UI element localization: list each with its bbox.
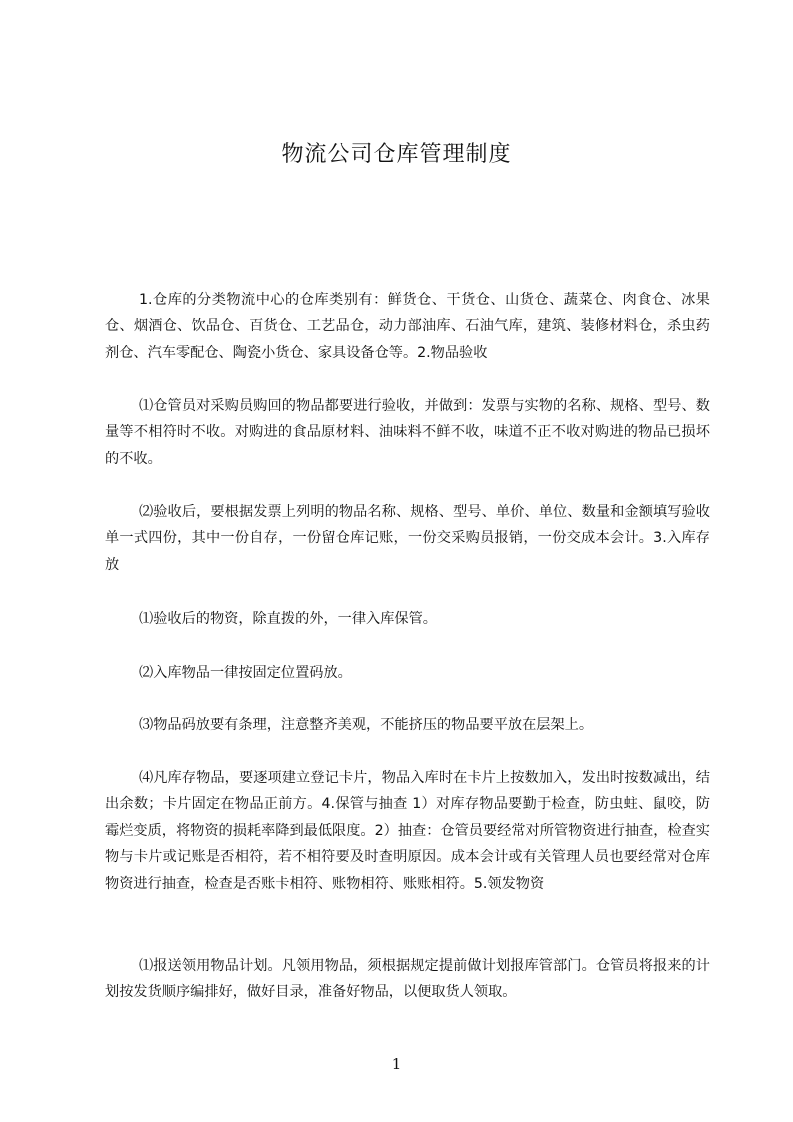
paragraph-storage-2: ⑵入库物品一律按固定位置码放。 bbox=[139, 665, 352, 681]
page-title: 物流公司仓库管理制度 bbox=[281, 142, 512, 167]
paragraph-receipt-form: ⑵验收后，要根据发票上列明的物品名称、规格、型号、单价、单位、数量和金额填写验收单一式四份，其中一份自存，一份留仓库记账，一份交采购员报销，一份交成本会计。3.入库存放 bbox=[105, 504, 710, 573]
paragraph-storage-4-and-inspection: ⑷凡库存物品，要逐项建立登记卡片，物品入库时在卡片上按数加入，发出时按数减出，结出余数；卡片固定在物品正前方。4.保管与抽查 1）对库存物品要勤于检查，防虫蛀、鼠咬，防霉烂变质，将物资的损耗率降到最低限度。2）抽查：仓管员要经常对所管物资进行抽查，检查实物与卡片或记账是否相符，若不相符要及时查明原因。成本会计或有关管理人员也要经常对仓库物资进行抽查，检查是否账卡相符、账物相符、账账相符。5.领发物资 bbox=[105, 770, 710, 892]
paragraph-storage-1: ⑴验收后的物资，除直拨的外，一律入库保管。 bbox=[139, 611, 437, 627]
paragraph-warehouse-classification: 1.仓库的分类物流中心的仓库类别有：鲜货仓、干货仓、山货仓、蔬菜仓、肉食仓、冰果仓、烟酒仓、饮品仓、百货仓、工艺品仓，动力部油库、石油气库，建筑、装修材料仓，杀虫药剂仓、汽车零配仓、陶瓷小货仓、家具设备仓等。2.物品验收 bbox=[105, 292, 710, 361]
paragraph-storage-3: ⑶物品码放要有条理，注意整齐美观，不能挤压的物品要平放在层架上。 bbox=[139, 717, 594, 733]
paragraph-issue-plan: ⑴报送领用物品计划。凡领用物品，须根据规定提前做计划报库管部门。仓管员将报来的计划按发货顺序编排好，做好目录，准备好物品，以便取货人领取。 bbox=[105, 958, 710, 1001]
page-number: 1 bbox=[391, 1055, 402, 1073]
paragraph-inspection-rules: ⑴仓管员对采购员购回的物品都要进行验收，并做到：发票与实物的名称、规格、型号、数量等不相符时不收。对购进的食品原材料、油味料不鲜不收，味道不正不收对购进的物品已损坏的不收。 bbox=[105, 398, 710, 467]
